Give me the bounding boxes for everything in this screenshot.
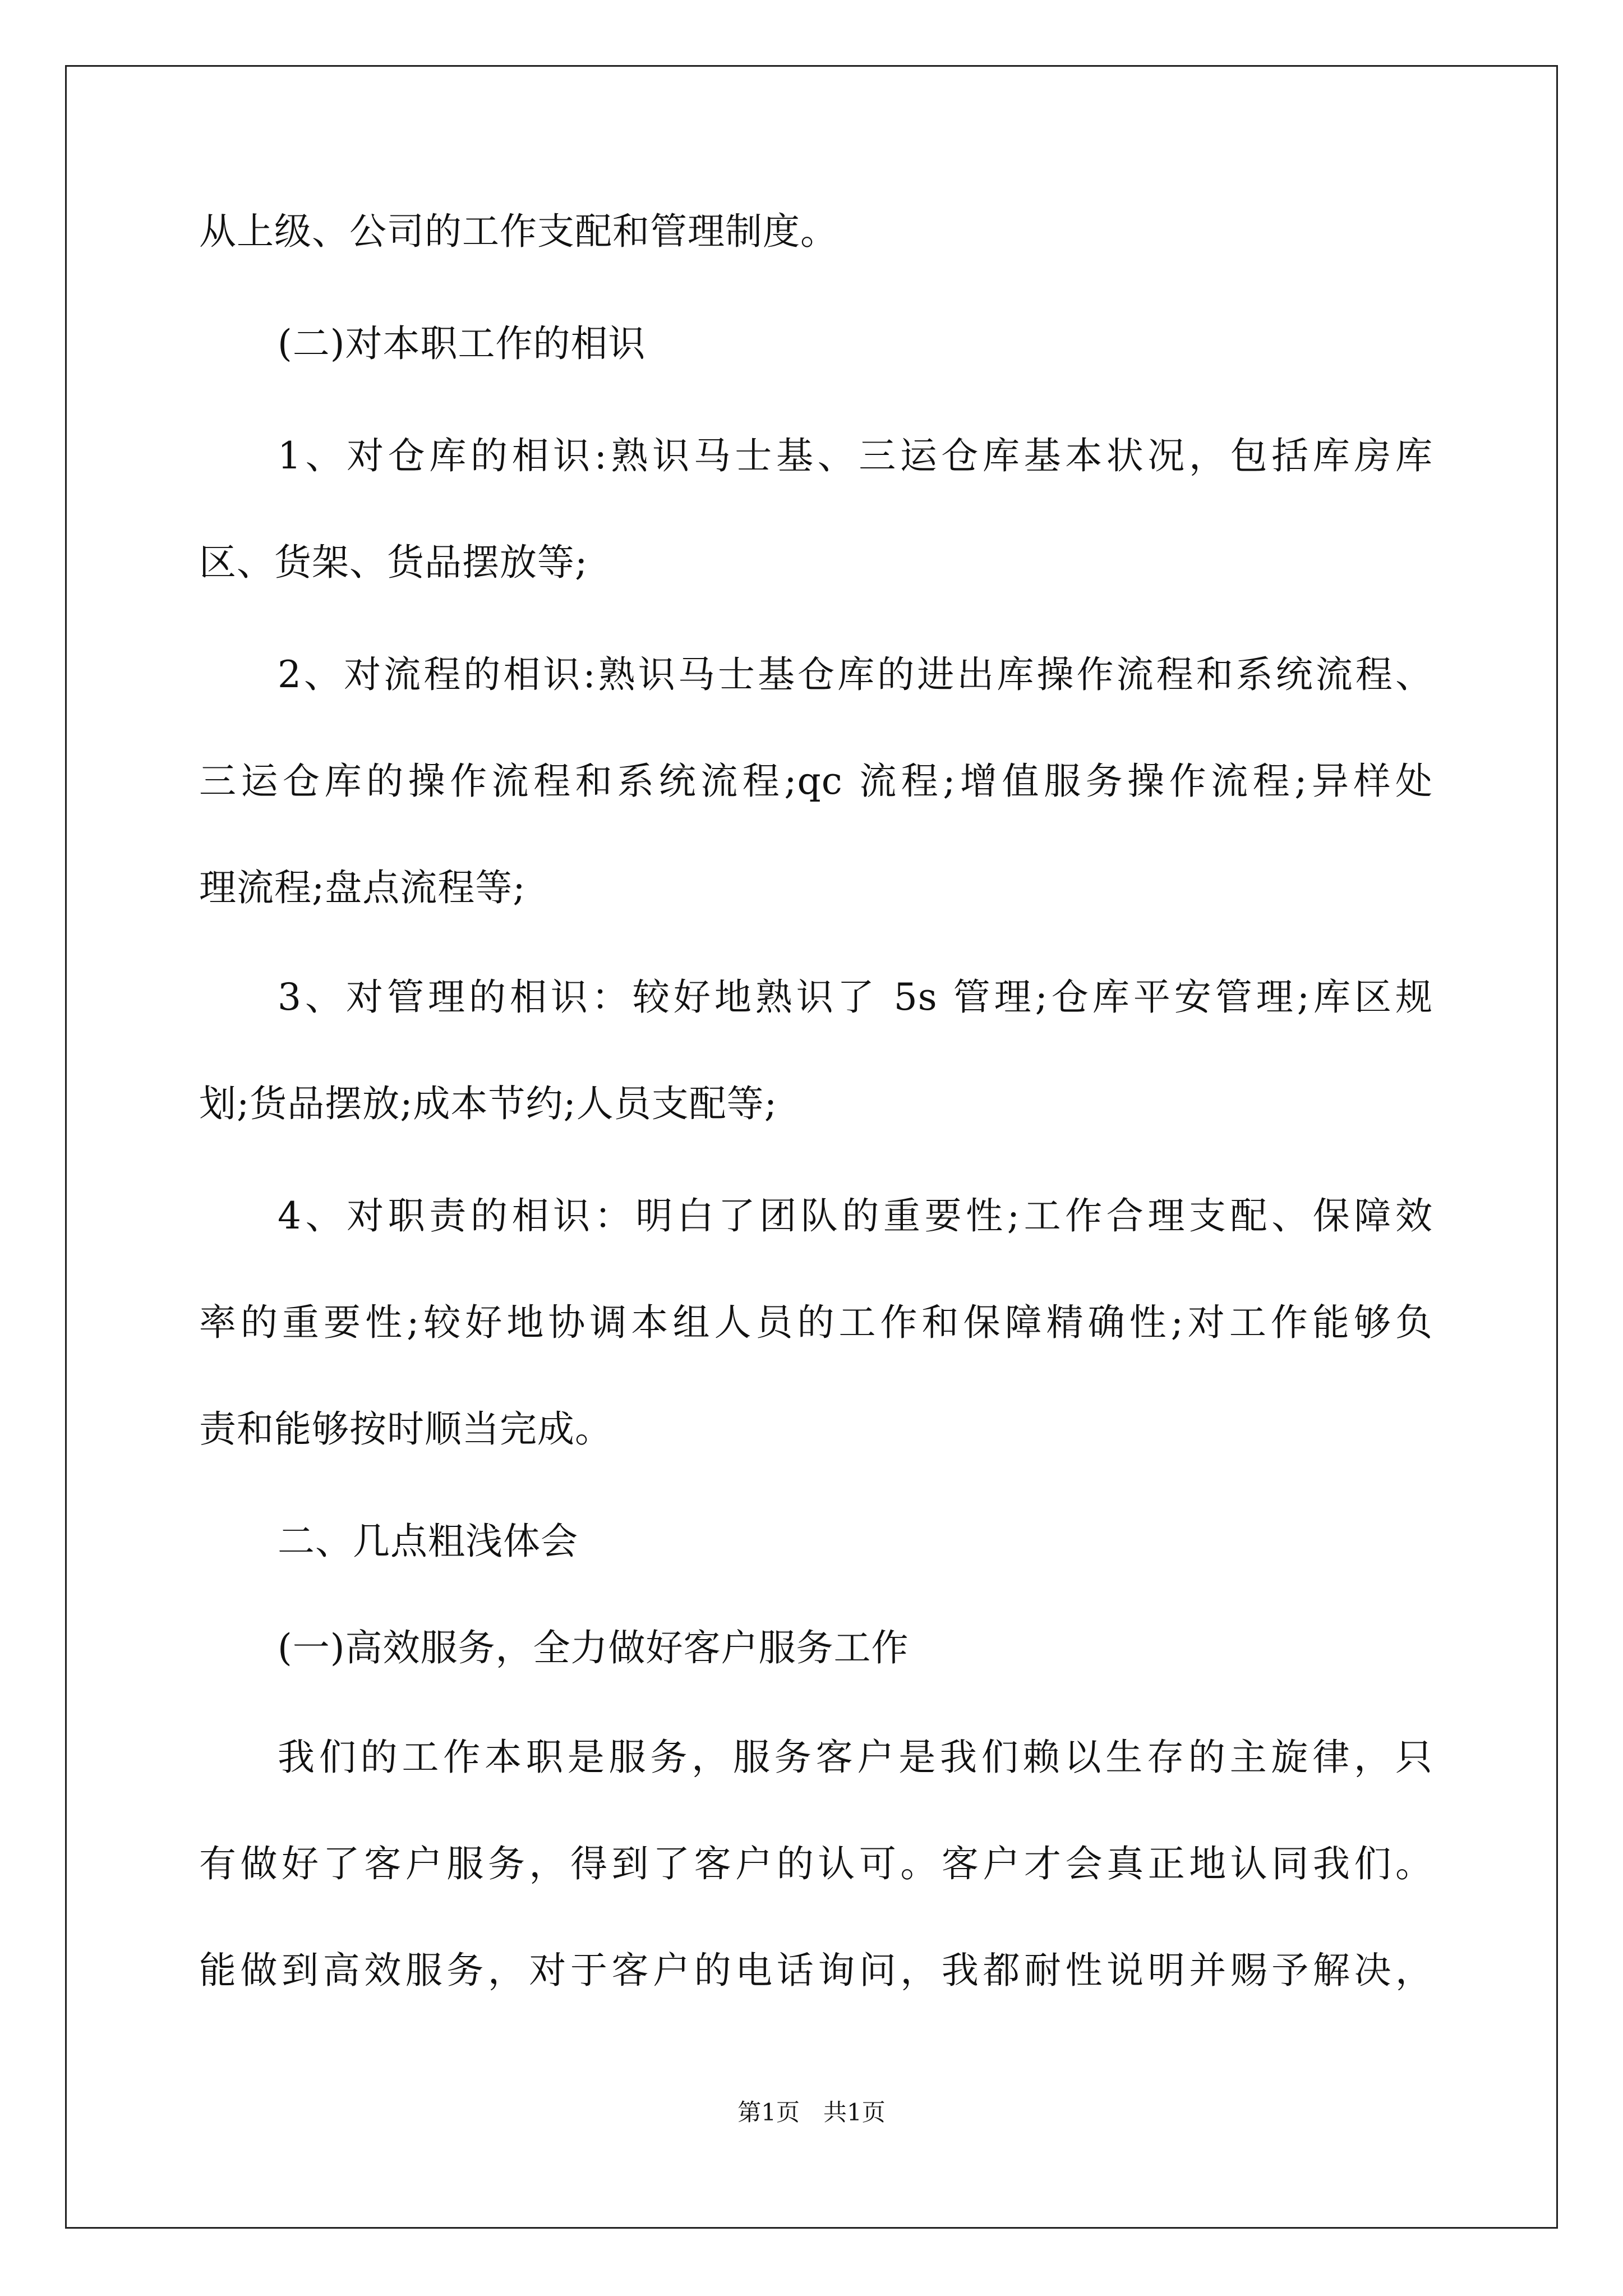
text-line: 理流程;盘点流程等; [199,866,526,909]
text-line: 4、对职责的相识：明白了团队的重要性;工作合理支配、保障效 [278,1194,1433,1237]
text-line: 二、几点粗浅体会 [278,1520,578,1563]
text-line: 划;货品摆放;成本节约;人员支配等; [199,1082,777,1125]
text-line: 3、对管理的相识：较好地熟识了 5s 管理;仓库平安管理;库区规 [278,976,1433,1019]
text-line: 率的重要性;较好地协调本组人员的工作和保障精确性;对工作能够负 [199,1301,1433,1344]
text-line: 从上级、公司的工作支配和管理制度。 [199,210,838,253]
text-line: (一)高效服务，全力做好客户服务工作 [278,1626,909,1669]
text-line: 1、对仓库的相识:熟识马士基、三运仓库基本状况，包括库房库 [278,434,1433,477]
text-line: 2、对流程的相识:熟识马士基仓库的进出库操作流程和系统流程、 [278,653,1433,696]
text-line: 我们的工作本职是服务，服务客户是我们赖以生存的主旋律，只 [278,1736,1433,1779]
text-line: (二)对本职工作的相识 [278,322,646,365]
text-line: 能做到高效服务，对于客户的电话询问，我都耐性说明并赐予解决， [199,1949,1433,1992]
page-number-footer: 第1页 共1页 [737,2099,886,2126]
text-line: 三运仓库的操作流程和系统流程;qc 流程;增值服务操作流程;异样处 [199,760,1433,803]
text-line: 有做好了客户服务，得到了客户的认可。客户才会真正地认同我们。 [199,1842,1433,1885]
page-border [65,65,1558,2229]
text-line: 责和能够按时顺当完成。 [199,1407,612,1451]
text-line: 区、货架、货品摆放等; [199,541,588,584]
